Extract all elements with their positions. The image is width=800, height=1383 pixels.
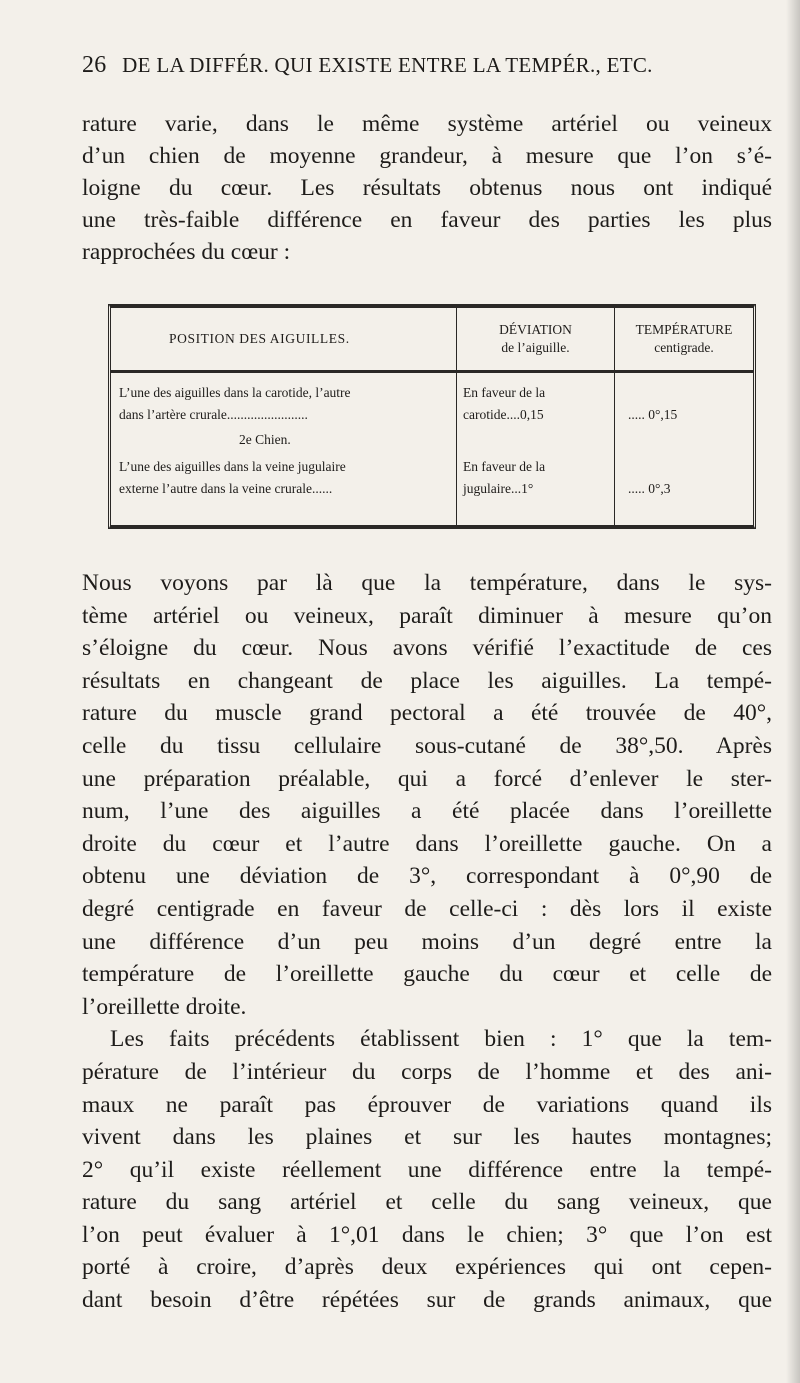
text-line: Les faits précédents établissent bien : 1° que la tem- bbox=[110, 1026, 772, 1053]
row1-deviation-line2: carotide....0,15 bbox=[463, 407, 544, 422]
text-line: rature du sang artériel et celle du sang veineux, que bbox=[82, 1189, 772, 1216]
text-line: rapprochées du cœur : bbox=[82, 239, 291, 265]
results-table bbox=[108, 304, 756, 529]
text-line: 2° qu’il existe réellement une différence entre la tempé- bbox=[82, 1156, 772, 1183]
text-line: vivent dans les plaines et sur les hautes montagnes; bbox=[82, 1124, 772, 1151]
header-temperature-sub: centigrade. bbox=[654, 340, 714, 355]
text-line: droite du cœur et l’autre dans l’oreillette gauche. On a bbox=[82, 830, 772, 857]
row1-position-line1: L’une des aiguilles dans la carotide, l’autre bbox=[119, 385, 351, 400]
header-temperature: TEMPÉRATURE bbox=[635, 322, 733, 337]
row1-temperature: ..... 0°,15 bbox=[628, 407, 678, 422]
row2-position-line2: externe l’autre dans la veine crurale...... bbox=[119, 481, 333, 496]
row2-position-line1: L’une des aiguilles dans la veine jugulaire bbox=[119, 459, 346, 474]
text-line: résultats en changeant de place les aiguilles. La tempé- bbox=[82, 667, 772, 694]
intro-paragraph bbox=[82, 108, 772, 268]
text-line: obtenu une déviation de 3°, correspondant à 0°,90 de bbox=[82, 863, 772, 890]
text-line: loigne du cœur. Les résultats obtenus nous ont indiqué bbox=[82, 175, 772, 201]
header-position: POSITION DES AIGUILLES. bbox=[169, 331, 350, 346]
text-line: une très-faible différence en faveur des parties les plus bbox=[82, 207, 772, 233]
text-line: tème artériel ou veineux, paraît diminuer à mesure qu’on bbox=[82, 602, 772, 629]
text-line: l’oreillette droite. bbox=[82, 993, 247, 1020]
text-line: num, l’une des aiguilles a été placée dans l’oreillette bbox=[82, 798, 772, 825]
section-label: 2e Chien. bbox=[239, 432, 291, 447]
page-number: 26 bbox=[82, 52, 107, 78]
text-line: s’éloigne du cœur. Nous avons vérifié l’exactitude de ces bbox=[82, 635, 772, 662]
row2-temperature: ..... 0°,3 bbox=[628, 481, 671, 496]
header-deviation-sub: de l’aiguille. bbox=[501, 340, 570, 355]
running-header bbox=[82, 52, 762, 79]
page-edge-shadow bbox=[786, 0, 800, 1383]
text-line: maux ne paraît pas éprouver de variations quand ils bbox=[82, 1091, 772, 1118]
text-line: rature du muscle grand pectoral a été trouvée de 40°, bbox=[82, 700, 772, 727]
text-line: dant besoin d’être répétées sur de grands animaux, que bbox=[82, 1287, 772, 1314]
header-deviation: DÉVIATION bbox=[499, 322, 572, 337]
row1-position-line2: dans l’artère crurale........................ bbox=[119, 407, 308, 422]
row2-deviation-line1: En faveur de la bbox=[463, 459, 546, 474]
text-line: une préparation préalable, qui a forcé d’enlever le ster- bbox=[82, 765, 772, 792]
text-line: une différence d’un peu moins d’un degré entre la bbox=[82, 928, 772, 955]
row1-deviation-line1: En faveur de la bbox=[463, 385, 546, 400]
text-line: température de l’oreillette gauche du cœur et celle de bbox=[82, 961, 772, 988]
text-line: Nous voyons par là que la température, dans le sys- bbox=[82, 570, 772, 596]
table-header bbox=[111, 308, 753, 373]
body-paragraph bbox=[82, 567, 772, 1317]
text-line: d’un chien de moyenne grandeur, à mesure que l’on s’é- bbox=[82, 143, 772, 169]
text-line: rature varie, dans le même système artériel ou veineux bbox=[82, 111, 772, 137]
text-line: l’on peut évaluer à 1°,01 dans le chien; 3° que l’on est bbox=[82, 1221, 772, 1248]
text-line: porté à croire, d’après deux expériences qui ont cepen- bbox=[82, 1254, 772, 1281]
text-line: pérature de l’intérieur du corps de l’homme et des ani- bbox=[82, 1058, 772, 1085]
text-line: degré centigrade en faveur de celle-ci : dès lors il existe bbox=[82, 895, 772, 922]
running-title: DE LA DIFFÉR. QUI EXISTE ENTRE LA TEMPÉR., ETC. bbox=[122, 53, 653, 77]
text-line: celle du tissu cellulaire sous-cutané de 38°,50. Après bbox=[82, 732, 772, 759]
row2-deviation-line2: jugulaire...1° bbox=[463, 481, 534, 496]
